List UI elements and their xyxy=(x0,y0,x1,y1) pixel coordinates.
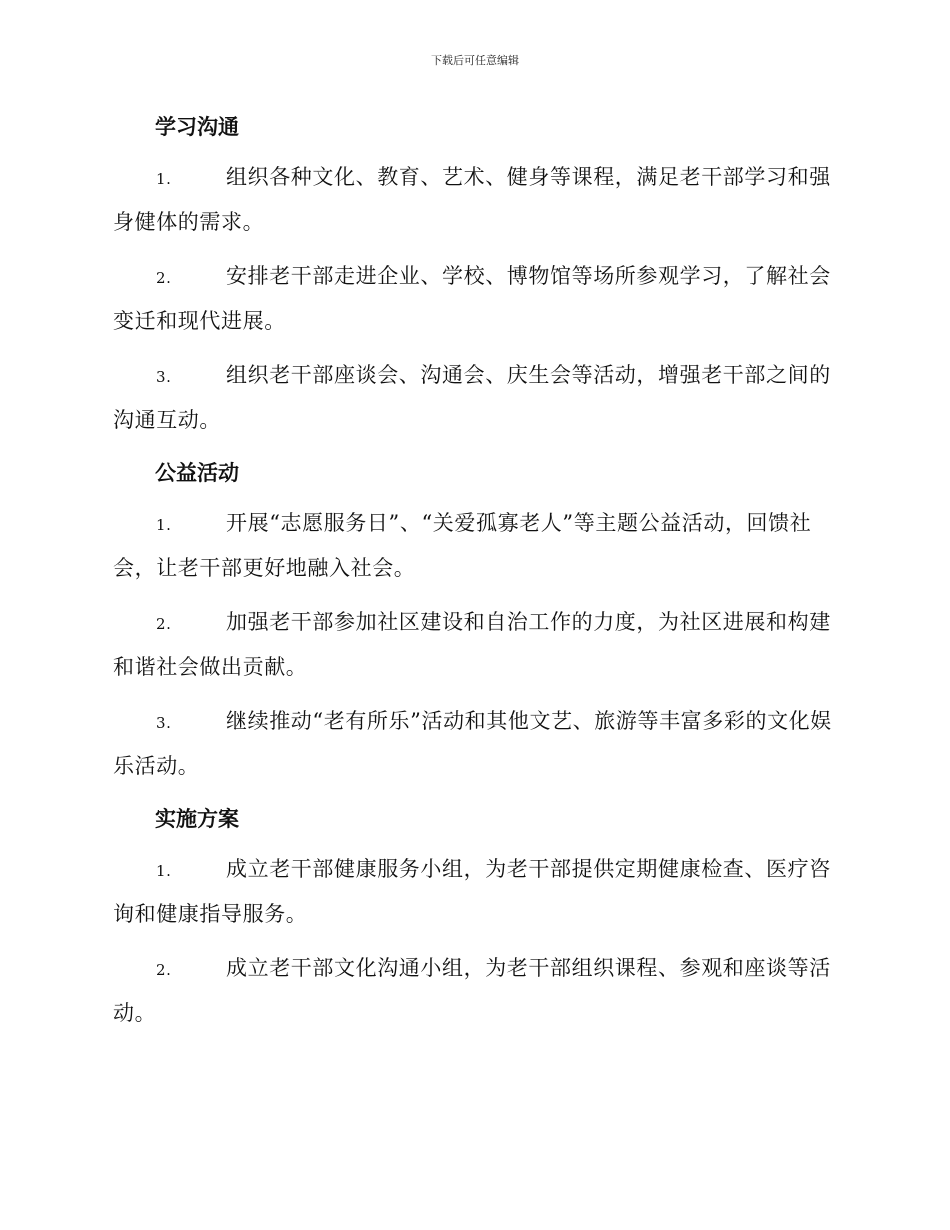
item-number: 1. xyxy=(156,862,172,880)
section-learning xyxy=(113,107,835,442)
item-text: 开展“志愿服务日”、“关爱孤寡老人”等主题公益活动，回馈社会，让老干部更好地融入社会。 xyxy=(113,511,812,580)
item-number: 3. xyxy=(156,368,172,386)
item-number: 1. xyxy=(156,170,172,188)
list-item xyxy=(113,848,835,936)
list-item xyxy=(113,255,835,343)
page-header-note: 下载后可任意编辑 xyxy=(431,54,519,67)
list-item xyxy=(113,502,835,590)
item-text: 成立老干部健康服务小组，为老干部提供定期健康检查、医疗咨询和健康指导服务。 xyxy=(113,857,831,926)
item-text: 成立老干部文化沟通小组，为老干部组织课程、参观和座谈等活动。 xyxy=(113,956,831,1025)
list-item xyxy=(113,354,835,442)
item-number: 3. xyxy=(156,714,172,732)
item-number: 1. xyxy=(156,516,172,534)
section-heading: 公益活动 xyxy=(155,461,239,485)
item-number: 2. xyxy=(156,615,172,633)
section-public-welfare xyxy=(113,453,835,788)
list-item xyxy=(113,700,835,788)
section-heading: 学习沟通 xyxy=(155,115,239,139)
item-number: 2. xyxy=(156,269,172,287)
list-item xyxy=(113,601,835,689)
item-text: 继续推动“老有所乐”活动和其他文艺、旅游等丰富多彩的文化娱乐活动。 xyxy=(113,709,832,778)
item-text: 安排老干部走进企业、学校、博物馆等场所参观学习，了解社会变迁和现代进展。 xyxy=(113,264,831,333)
item-text: 加强老干部参加社区建设和自治工作的力度，为社区进展和构建和谐社会做出贡献。 xyxy=(113,610,831,679)
document-body xyxy=(113,107,835,1046)
item-text: 组织老干部座谈会、沟通会、庆生会等活动，增强老干部之间的沟通互动。 xyxy=(113,363,831,432)
item-number: 2. xyxy=(156,961,172,979)
list-item xyxy=(113,947,835,1035)
item-text: 组织各种文化、教育、艺术、健身等课程，满足老干部学习和强身健体的需求。 xyxy=(113,165,831,234)
section-heading: 实施方案 xyxy=(155,807,239,831)
section-implementation xyxy=(113,799,835,1035)
list-item xyxy=(113,156,835,244)
